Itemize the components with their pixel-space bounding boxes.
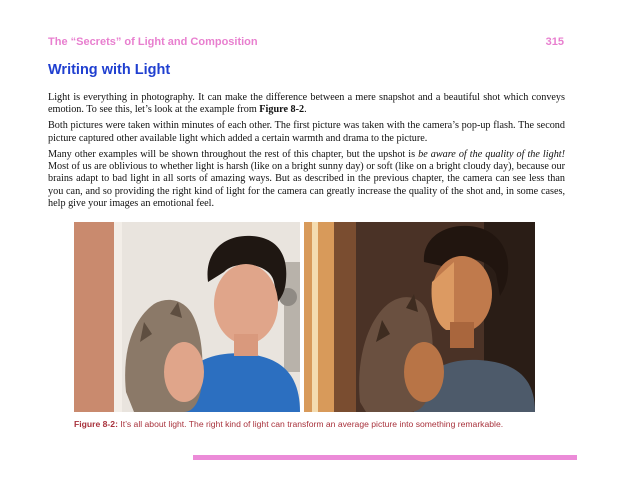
paragraph-2: Both pictures were taken within minutes of each other. The first picture was taken with the camera’s pop-up flash. The second picture captured other available light which added a certain warmth and drama to the picture. xyxy=(48,120,565,144)
paragraph-1 xyxy=(48,92,565,116)
figure-caption xyxy=(74,419,554,429)
paragraph-1-end: . xyxy=(304,104,307,116)
figure-8-2 xyxy=(74,222,535,412)
photo-flash xyxy=(74,222,300,412)
paragraph-3 xyxy=(48,149,565,210)
running-header xyxy=(48,36,564,48)
decorative-rule xyxy=(193,455,577,460)
running-title: The “Secrets” of Light and Composition xyxy=(48,36,258,48)
photo-available-light xyxy=(304,222,535,412)
paragraph-3-rest: Most of us are oblivious to whether light is harsh (like on a bright sunny day) or soft (like on a bright cloudy day), because our brains adapt to bad light in all sorts of amazing ways. But as described in the previous chapter, the camera can see less than you can, and so providing the right kind of light for the camera can greatly increase the quality of the shot and, in some cases, help give your images an emotional feel. xyxy=(48,161,565,209)
paragraph-1-text: Light is everything in photography. It can make the difference between a mere snapshot and a beautiful shot which conveys emotion. To see this, let’s look at the example from xyxy=(48,92,565,116)
paragraph-3-emphasis: be aware of the quality of the light! xyxy=(418,148,566,160)
body-text xyxy=(48,92,565,214)
figure-reference: Figure 8-2 xyxy=(259,104,305,116)
page-number: 315 xyxy=(545,36,564,48)
section-title: Writing with Light xyxy=(48,62,171,78)
paragraph-3-text: Many other examples will be shown throughout the rest of this chapter, but the upshot is xyxy=(48,148,419,160)
figure-caption-text: It’s all about light. The right kind of light can transform an average picture into something remarkable. xyxy=(117,419,504,429)
figure-label: Figure 8-2: xyxy=(74,419,118,429)
